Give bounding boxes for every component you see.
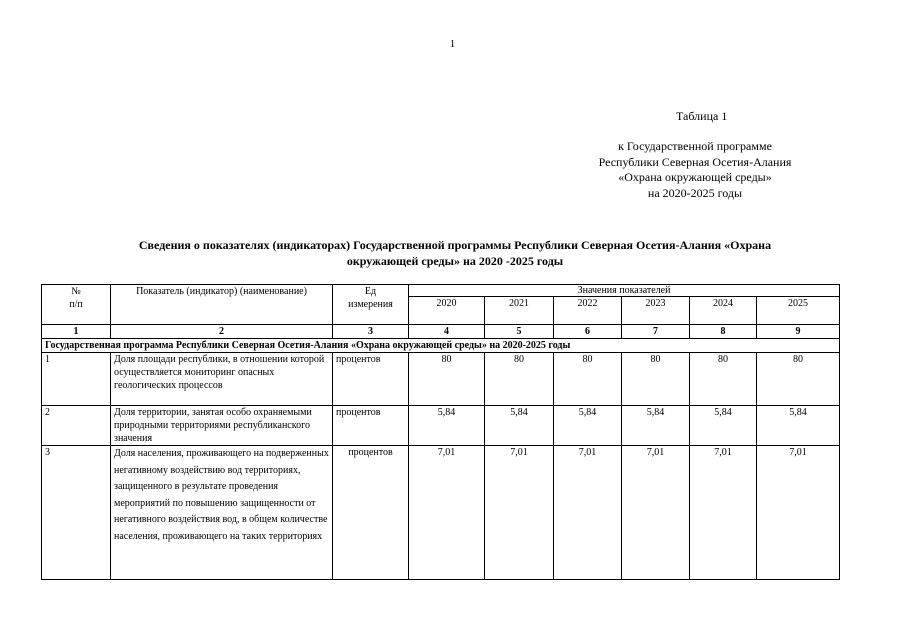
row-num: 1: [42, 353, 111, 406]
row-value: 7,01: [485, 446, 554, 580]
title-line: Сведения о показателях (индикаторах) Государственной программы Республики Северная Осетия-Алания «Охрана: [138, 238, 772, 252]
column-index: 7: [622, 325, 690, 339]
header-year: 2022: [554, 297, 622, 325]
column-index: 8: [690, 325, 757, 339]
header-year: 2023: [622, 297, 690, 325]
column-index: 6: [554, 325, 622, 339]
row-indicator-name: Доля территории, занятая особо охраняемыми природными территориями республиканского значения: [111, 406, 333, 446]
appendix-reference: [560, 139, 830, 201]
header-year: 2021: [485, 297, 554, 325]
appendix-line: к Государственной программе: [618, 139, 772, 153]
header-year: 2025: [757, 297, 840, 325]
row-value: 5,84: [409, 406, 485, 446]
column-index: 1: [42, 325, 111, 339]
appendix-line: Республики Северная Осетия-Алания: [598, 154, 792, 169]
row-value: 7,01: [690, 446, 757, 580]
row-value: 7,01: [622, 446, 690, 580]
document-title: [60, 237, 850, 269]
row-value: 80: [485, 353, 554, 406]
page-number: 1: [449, 38, 456, 50]
row-indicator-name: Доля населения, проживающего на подверженных негативному воздействию вод территориях, защищенного в результате проведения мероприятий по повышению защищенности от негативного воздействия вод, в общем количестве населения, проживающего на таких территориях: [111, 446, 333, 580]
header-unit: Ед измерения: [333, 285, 409, 325]
row-value: 80: [757, 353, 840, 406]
column-index: 5: [485, 325, 554, 339]
indicators-table: [41, 284, 840, 580]
row-value: 7,01: [757, 446, 840, 580]
row-value: 80: [622, 353, 690, 406]
header-values-group: Значения показателей: [409, 285, 840, 297]
row-num: 3: [42, 446, 111, 580]
row-value: 7,01: [554, 446, 622, 580]
column-index: 2: [111, 325, 333, 339]
title-line: окружающей среды» на 2020 -2025 годы: [346, 254, 564, 268]
row-value: 5,84: [554, 406, 622, 446]
section-row: [42, 339, 840, 353]
column-index: 9: [757, 325, 840, 339]
row-value: 5,84: [622, 406, 690, 446]
appendix-line: «Охрана окружающей среды»: [618, 170, 772, 184]
table-row: [42, 446, 840, 580]
column-index: 4: [409, 325, 485, 339]
table-row: [42, 406, 840, 446]
table-label: Таблица 1: [676, 109, 728, 123]
column-index-row: [42, 325, 840, 339]
row-value: 7,01: [409, 446, 485, 580]
row-value: 80: [554, 353, 622, 406]
header-year: 2020: [409, 297, 485, 325]
row-unit: процентов: [333, 353, 409, 406]
row-unit: процентов: [333, 406, 409, 446]
row-value: 5,84: [690, 406, 757, 446]
row-num: 2: [42, 406, 111, 446]
row-indicator-name: Доля площади республики, в отношении которой осуществляется мониторинг опасных геологических процессов: [111, 353, 333, 406]
section-title: Государственная программа Республики Северная Осетия-Алания «Охрана окружающей среды» на 2020-2025 годы: [42, 339, 840, 353]
table-row: [42, 353, 840, 406]
row-value: 5,84: [757, 406, 840, 446]
row-unit: процентов: [333, 446, 409, 580]
column-index: 3: [333, 325, 409, 339]
header-num: № п/п: [42, 285, 111, 325]
row-value: 80: [409, 353, 485, 406]
row-value: 80: [690, 353, 757, 406]
row-value: 5,84: [485, 406, 554, 446]
header-indicator: Показатель (индикатор) (наименование): [111, 285, 333, 325]
appendix-line: на 2020-2025 годы: [647, 185, 743, 200]
header-year: 2024: [690, 297, 757, 325]
